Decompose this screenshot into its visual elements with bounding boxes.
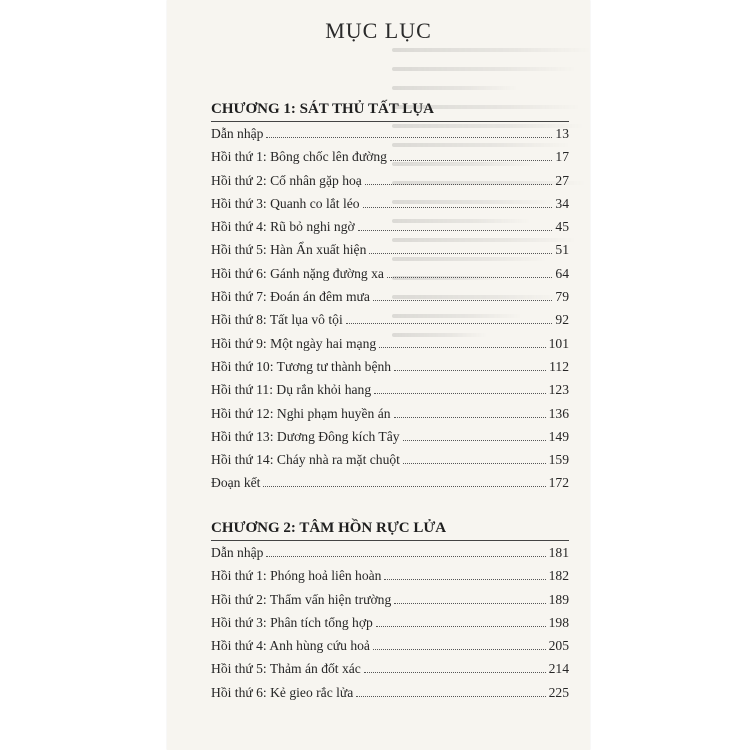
toc-entry-label: Hồi thứ 3: Phân tích tổng hợp [211, 614, 373, 630]
chapter-heading: CHƯƠNG 2: TÂM HỒN RỰC LỬA [211, 520, 447, 536]
toc-entry[interactable] [211, 406, 569, 429]
toc-entry[interactable] [211, 568, 569, 591]
dot-leader [390, 160, 552, 161]
toc-entry-label: Hồi thứ 6: Gánh nặng đường xa [211, 265, 384, 281]
dot-leader [373, 649, 546, 650]
dot-leader [358, 230, 553, 231]
dot-leader [403, 440, 546, 441]
toc-entry-page: 123 [548, 382, 569, 398]
toc-entry-label: Hồi thứ 6: Kẻ gieo rắc lửa [211, 684, 354, 700]
toc-entry-label: Hồi thứ 11: Dụ rắn khỏi hang [211, 382, 372, 398]
toc-entry-label: Hồi thứ 7: Đoán án đêm mưa [211, 289, 370, 305]
toc-entry-page: 101 [548, 335, 569, 351]
toc-entry[interactable] [211, 615, 569, 638]
toc-entry[interactable] [211, 545, 569, 568]
toc-entry-page: 13 [555, 126, 569, 141]
toc-list [211, 126, 569, 499]
toc-entry-page: 172 [548, 475, 569, 491]
toc-entry-label: Hồi thứ 2: Thẩm vấn hiện trường [211, 591, 392, 607]
toc-entry-label: Hồi thứ 1: Phóng hoả liên hoàn [211, 568, 382, 584]
dot-leader [365, 184, 553, 185]
toc-entry-page: 34 [555, 195, 569, 211]
dot-leader [363, 207, 553, 208]
toc-entry-page: 64 [555, 265, 569, 281]
toc-entry-label: Hồi thứ 4: Rũ bỏ nghi ngờ [211, 219, 355, 235]
dot-leader [394, 417, 546, 418]
toc-entry[interactable] [211, 592, 569, 615]
chapter-heading: CHƯƠNG 1: SÁT THỦ TẤT LỤA [211, 101, 434, 117]
toc-entry[interactable] [211, 638, 569, 661]
toc-entry-page: 182 [548, 568, 569, 584]
toc-entry-label: Hồi thứ 8: Tất lụa vô tội [211, 312, 343, 328]
toc-entry-page: 225 [548, 684, 569, 700]
book-page [167, 0, 590, 750]
toc-entry-page: 136 [548, 405, 569, 421]
dot-leader [374, 393, 545, 394]
toc-entry-page: 149 [548, 428, 569, 444]
dot-leader [266, 137, 552, 138]
dot-leader [384, 579, 545, 580]
toc-entry-page: 198 [548, 614, 569, 630]
toc-entry-label: Hồi thứ 12: Nghi phạm huyền án [211, 405, 391, 421]
toc-entry[interactable] [211, 312, 569, 335]
toc-entry-page: 45 [555, 219, 569, 235]
toc-entry-label: Hồi thứ 5: Hàn Ẩn xuất hiện [211, 242, 367, 258]
toc-entry-page: 17 [555, 149, 569, 165]
toc-entry[interactable] [211, 126, 569, 149]
toc-entry-page: 205 [548, 638, 569, 654]
dot-leader [387, 277, 552, 278]
dot-leader [346, 323, 553, 324]
toc-entry-label: Đoạn kết [211, 475, 261, 491]
page-title: MỤC LỤC [325, 18, 432, 43]
toc-entry-label: Hồi thứ 3: Quanh co lắt léo [211, 195, 360, 211]
toc-entry-label: Hồi thứ 13: Dương Đông kích Tây [211, 428, 400, 444]
toc-entry[interactable] [211, 429, 569, 452]
toc-entry-page: 159 [548, 452, 569, 468]
toc-entry-label: Hồi thứ 5: Thảm án đốt xác [211, 661, 361, 677]
toc-entry-page: 189 [548, 591, 569, 607]
toc-entry-label: Hồi thứ 10: Tương tư thành bệnh [211, 358, 392, 374]
toc-entry-page: 79 [555, 289, 569, 305]
chapter-divider [211, 540, 569, 541]
toc-entry[interactable] [211, 336, 569, 359]
toc-entry-page: 27 [555, 172, 569, 188]
dot-leader [263, 486, 545, 487]
toc-entry[interactable] [211, 289, 569, 312]
toc-entry[interactable] [211, 196, 569, 219]
dot-leader [403, 463, 546, 464]
toc-entry[interactable] [211, 359, 569, 382]
toc-entry[interactable] [211, 382, 569, 405]
dot-leader [356, 696, 545, 697]
toc-entry-label: Hồi thứ 14: Cháy nhà ra mặt chuột [211, 452, 400, 468]
dot-leader [266, 556, 545, 557]
toc-entry-label: Hồi thứ 1: Bông chốc lên đường [211, 149, 387, 165]
toc-entry[interactable] [211, 661, 569, 684]
dot-leader [376, 626, 546, 627]
toc-entry[interactable] [211, 452, 569, 475]
toc-entry[interactable] [211, 149, 569, 172]
toc-entry[interactable] [211, 685, 569, 708]
dot-leader [373, 300, 552, 301]
toc-entry-label: Dẫn nhập [211, 126, 264, 141]
toc-entry-page: 112 [549, 358, 569, 374]
toc-list [211, 545, 569, 708]
toc-entry[interactable] [211, 242, 569, 265]
chapter-divider [211, 121, 569, 122]
toc-entry[interactable] [211, 475, 569, 498]
dot-leader [379, 347, 545, 348]
toc-entry-label: Hồi thứ 4: Anh hùng cứu hoả [211, 638, 370, 654]
toc-entry[interactable] [211, 219, 569, 242]
toc-entry[interactable] [211, 173, 569, 196]
toc-entry-label: Dẫn nhập [211, 545, 264, 560]
toc-entry-label: Hồi thứ 9: Một ngày hai mạng [211, 335, 377, 351]
dot-leader [394, 603, 545, 604]
toc-entry[interactable] [211, 266, 569, 289]
toc-entry-label: Hồi thứ 2: Cố nhân gặp hoạ [211, 172, 362, 188]
toc-entry-page: 51 [555, 242, 569, 258]
toc-entry-page: 181 [548, 545, 569, 560]
toc-entry-page: 214 [548, 661, 569, 677]
dot-leader [364, 672, 546, 673]
dot-leader [369, 253, 552, 254]
toc-entry-page: 92 [555, 312, 569, 328]
dot-leader [394, 370, 546, 371]
